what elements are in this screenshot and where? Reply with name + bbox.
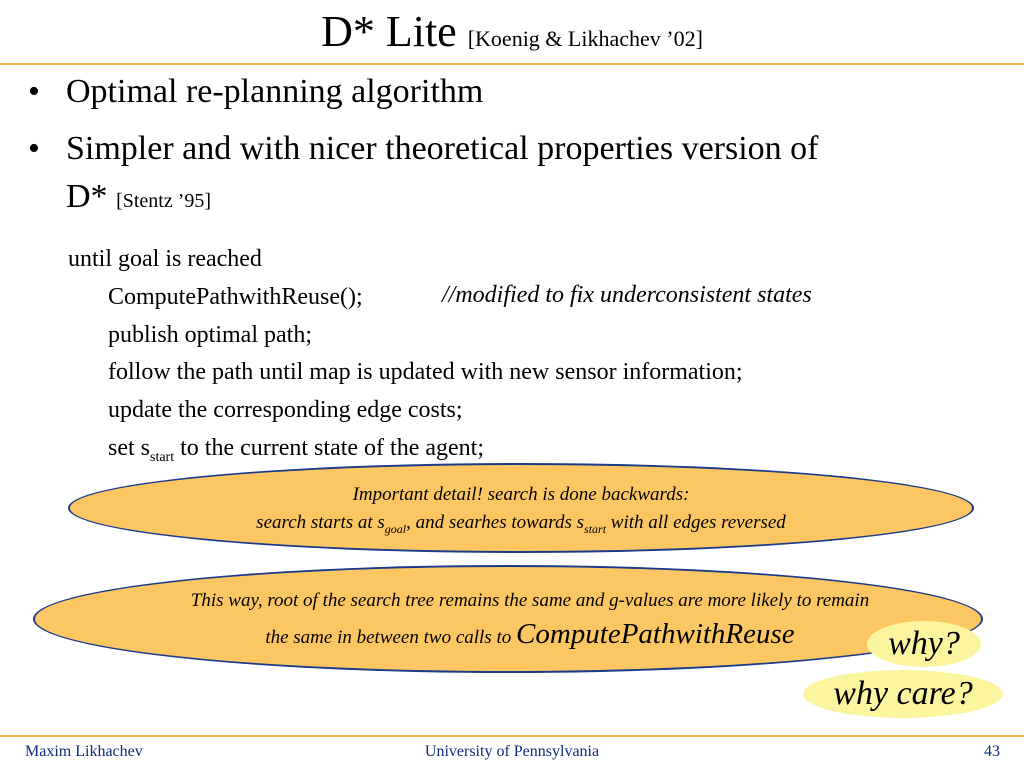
ellipse-1-part-c: with all edges reversed [606, 512, 786, 533]
bullet-glyph: • [28, 130, 40, 167]
bullet-2-cont-main: D* [66, 178, 117, 215]
bullet-1 [28, 70, 483, 114]
title-divider [0, 63, 1024, 65]
code-line-6-sub: start [150, 449, 175, 465]
code-line-3: publish optimal path; [108, 322, 312, 348]
bullet-glyph: • [28, 73, 40, 110]
code-comment: //modified to fix underconsistent states [442, 282, 812, 308]
code-line-1: until goal is reached [68, 246, 262, 272]
footer-institution: University of Pennsylvania [424, 743, 600, 760]
footer-page-number: 43 [984, 743, 1000, 760]
ellipse-1-line-1: Important detail! search is done backwards: [352, 484, 690, 505]
callout-why-care: why care? [803, 670, 1003, 718]
bullet-2 [28, 127, 818, 171]
ellipse-2-line-1: This way, root of the search tree remains the same and g-values are more likely to remain [190, 590, 870, 611]
ellipse-1-part-b: , and searhes towards s [406, 512, 585, 533]
bullet-text: Simpler and with nicer theoretical properties version of [66, 130, 819, 167]
ellipse-2-line-2 [110, 620, 950, 652]
callout-ellipse-root [33, 565, 983, 673]
bullet-2-citation: [Stentz ’95] [116, 190, 212, 212]
ellipse-2-part-a: the same in between two calls to [265, 627, 516, 648]
footer-divider [0, 735, 1024, 737]
title-main: D* Lite [321, 7, 468, 56]
footer-author: Maxim Likhachev [25, 743, 143, 760]
code-line-2: ComputePathwithReuse(); [108, 284, 363, 310]
ellipse-1-sub-goal: goal [384, 521, 407, 536]
ellipse-1-sub-start: start [584, 521, 607, 536]
ellipse-2-function-name: ComputePathwithReuse [515, 618, 795, 650]
bullet-2-continuation [66, 175, 211, 223]
code-line-5: update the corresponding edge costs; [108, 397, 463, 423]
slide-title [0, 6, 1024, 65]
code-line-6-pre: set s [108, 435, 150, 461]
code-line-4: follow the path until map is updated with new sensor information; [108, 359, 743, 385]
callout-why: why? [867, 621, 981, 667]
title-citation: [Koenig & Likhachev ’02] [467, 26, 703, 51]
bullet-text: Optimal re-planning algorithm [66, 73, 484, 110]
code-line-6-post: to the current state of the agent; [174, 435, 484, 461]
ellipse-1-part-a: search starts at s [256, 512, 385, 533]
ellipse-1-text [68, 481, 974, 543]
ellipse-1-line-2 [68, 509, 974, 543]
